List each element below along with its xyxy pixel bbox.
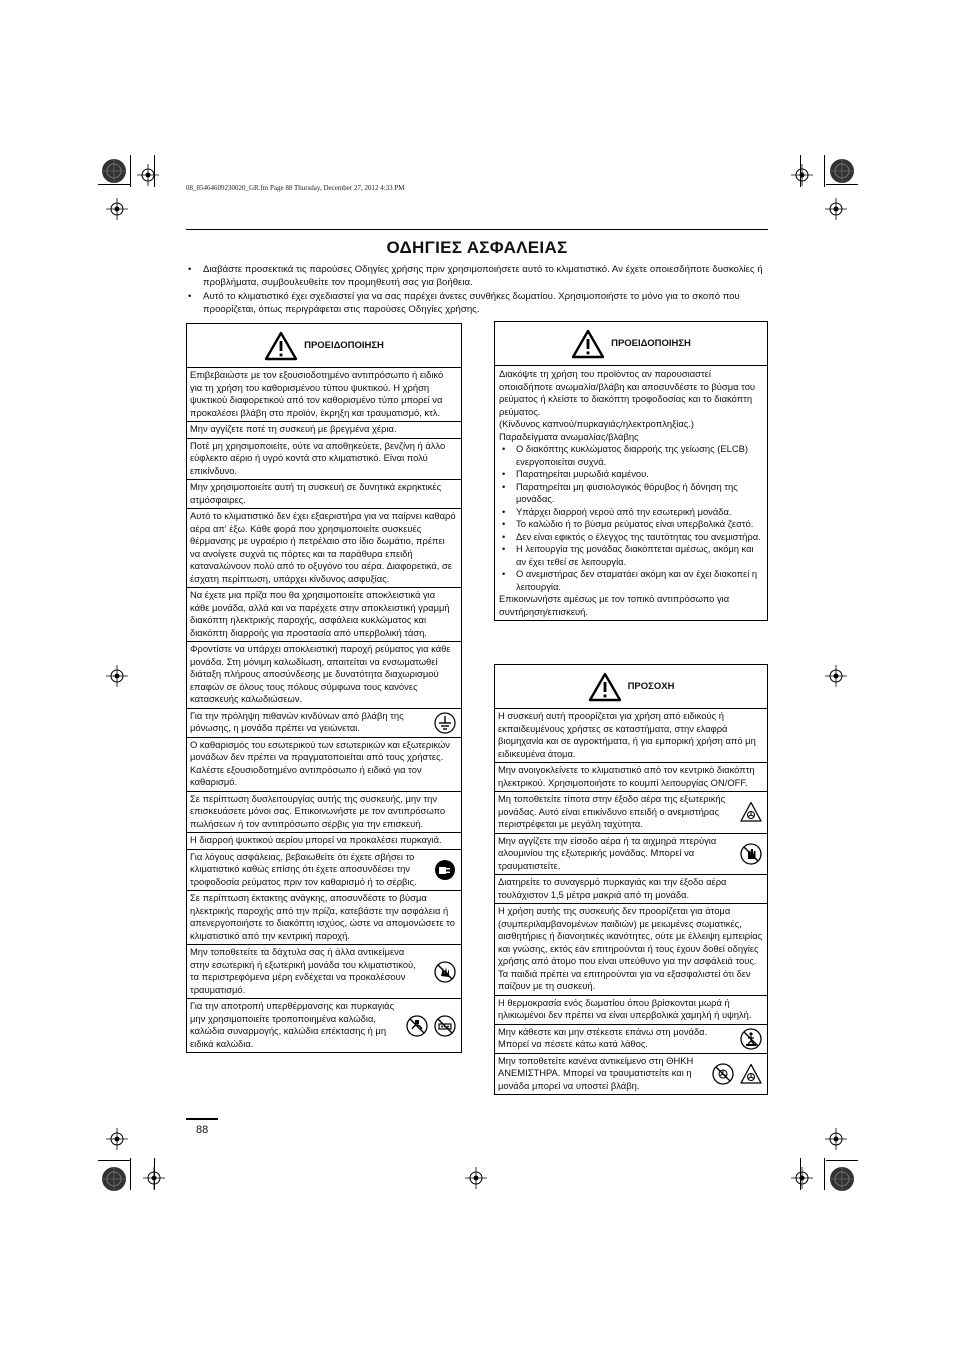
color-target-mark	[829, 158, 855, 184]
safety-row	[187, 792, 461, 834]
safety-row	[495, 792, 767, 834]
safety-row-text: Ποτέ μη χρησιμοποιείτε, ούτε να αποθηκεύετε, βενζίνη ή άλλο εύφλεκτο αέριο ή υγρό κοντά στο κλιματιστικό. Είναι πολύ επικίνδυνο.	[190, 439, 446, 476]
safety-row	[187, 368, 461, 422]
safety-row	[187, 588, 461, 642]
right-warning-header	[495, 322, 767, 366]
safety-row	[187, 422, 461, 439]
color-target-mark	[101, 158, 127, 184]
page-title: ΟΔΗΓΙΕΣ ΑΣΦΑΛΕΙΑΣ	[386, 238, 568, 257]
left-warning-box	[186, 323, 462, 1053]
right-warning-examples-title: Παραδείγματα ανωμαλίας/βλάβης	[499, 430, 639, 442]
right-warning-note: (Κίνδυνος καπνού/πυρκαγιάς/ηλεκτροπληξίας.)	[499, 418, 695, 429]
icon-pair	[406, 1015, 456, 1037]
warning-triangle-icon	[264, 331, 298, 361]
no-climb-icon	[740, 1028, 762, 1050]
intro-list	[186, 263, 766, 317]
safety-row	[495, 996, 767, 1025]
right-warning-examples-list	[499, 443, 763, 593]
fan-hazard-icon	[740, 1063, 762, 1085]
crop-mark	[98, 1160, 130, 1161]
safety-row-text: Διατηρείτε το συναγερμό πυρκαγιάς και την έξοδο αέρα τουλάχιστον 1,5 μέτρα μακριά από τη μονάδα.	[498, 876, 727, 900]
safety-row-text: Αυτό το κλιματιστικό δεν έχει εξαεριστήρα για να παίρνει καθαρό αέρα απ' έξω. Κάθε φορά που χρησιμοποιείτε συσκευές θέρμανσης με υγραέριο ή πετρέλαιο στο ίδιο δωμάτιο, πρέπει να ανοίγετε συχνά τις πόρτες και τα παράθυρα επειδή καταναλώνουν πολύ από το οξυγόνο του αέρα. Διαφορετικά, σε έσχατη περίπτωση, υπάρχει κίνδυνος ασφυξίας.	[190, 510, 456, 584]
icon-pair	[712, 1063, 762, 1085]
safety-row-text: Μην κάθεστε και μην στέκεστε επάνω στη μονάδα. Μπορεί να πέσετε κάτω κατά λάθος.	[498, 1025, 708, 1049]
file-info-line: 08_85464609230020_GR.fm Page 88 Thursday, December 27, 2012 4:33 PM	[186, 184, 405, 192]
crop-mark	[130, 155, 131, 187]
no-extension-cable-icon	[434, 1015, 456, 1037]
safety-row	[187, 709, 461, 738]
color-target-mark	[829, 1166, 855, 1192]
crop-mark	[824, 155, 825, 187]
right-caution-box	[494, 664, 768, 1095]
safety-row-text: Για λόγους ασφάλειας, βεβαιωθείτε ότι έχετε σβήσει το κλιματιστικό καθώς επίσης ότι έχετε αποσυνδέσει την τροφοδοσία ρεύματος πριν τον καθαρισμό ή το σέρβις.	[190, 850, 417, 887]
safety-row	[495, 904, 767, 996]
safety-row	[495, 1054, 767, 1095]
safety-row-text: Η συσκευή αυτή προορίζεται για χρήση από ειδικούς ή εκπαιδευμένους χρήστες σε καταστήματα, στην ελαφρά βιομηχανία και σε αγροκτήματα, ή για εμπορική χρήση από μη ειδικευμένα άτομα.	[498, 710, 756, 759]
safety-row	[187, 891, 461, 945]
safety-row	[187, 833, 461, 850]
crop-mark	[800, 155, 801, 187]
safety-row-text: Φροντίστε να υπάρχει αποκλειστική παροχή ρεύματος για κάθε μονάδα. Στη μόνιμη καλωδίωση, απαιτείται να ενσωματωθεί διάταξη πλήρους αποσύνδεσης με δυνατότητα διαχωρισμού επαφών σε όλους τους πόλους σύμφωνα τους κανόνες κατασκευής καλωδιώσεων.	[190, 643, 451, 704]
safety-row-text: Ο καθαρισμός του εσωτερικού των εσωτερικών και εξωτερικών μονάδων δεν πρέπει να πραγματοποιείται από τους χρήστες. Καλέστε εξουσιοδοτημένο αντιπρόσωπο ή ειδικό για τον καθαρισμό.	[190, 738, 450, 787]
registration-mark	[137, 164, 159, 186]
warning-triangle-icon	[571, 329, 605, 359]
list-item: • Ο ανεμιστήρας δεν σταματάει ακόμη και αν έχει διακοπεί η λειτουργία.	[499, 568, 763, 593]
registration-mark	[465, 1167, 487, 1189]
ground-icon	[434, 712, 456, 734]
crop-mark	[826, 1160, 858, 1161]
crop-mark	[800, 1158, 801, 1190]
safety-row-text: Μην τοποθετείτε κανένα αντικείμενο στη ΘΗΚΗ ΑΝΕΜΙΣΤΗΡΑ. Μπορεί να τραυματιστείτε και η μονάδα μπορεί να υποστεί βλάβη.	[498, 1054, 694, 1091]
page-number: 88	[196, 1124, 209, 1136]
safety-row-text: Μην αγγίζετε ποτέ τη συσκευή με βρεγμένα χέρια.	[190, 423, 397, 434]
safety-row	[495, 1025, 767, 1054]
right-caution-label: ΠΡΟΣΟΧΗ	[627, 681, 675, 692]
safety-row-text: Μην αγγίζετε την είσοδο αέρα ή τα αιχμηρά πτερύγια αλουμινίου της εξωτερικής μονάδας. Μπορεί να τραυματιστείτε.	[498, 834, 717, 871]
list-item: • Παρατηρείται μη φυσιολογικός θόρυβος ή δόνηση της μονάδας.	[499, 481, 763, 506]
crop-mark	[154, 1158, 155, 1190]
no-modified-cable-icon	[406, 1015, 428, 1037]
left-warning-header	[187, 324, 461, 368]
safety-row	[187, 642, 461, 709]
right-warning-box	[494, 321, 768, 621]
safety-row-text: Μη τοποθετείτε τίποτα στην έξοδο αέρα της εξωτερικής μονάδας. Αυτό είναι επικίνδυνο επειδή ο ανεμιστήρας περιστρέφεται με μεγάλη ταχύτητα.	[498, 793, 726, 829]
safety-row-text: Η διαρροή ψυκτικού αερίου μπορεί να προκαλέσει πυρκαγιά.	[190, 834, 442, 845]
left-warning-label: ΠΡΟΕΙΔΟΠΟΙΗΣΗ	[304, 340, 384, 351]
no-touch-icon	[740, 843, 762, 865]
list-item: • Παρατηρείται μυρωδιά καμένου.	[499, 468, 763, 481]
intro-item: • Διαβάστε προσεκτικά τις παρούσες Οδηγίες χρήσης πριν χρησιμοποιήσετε αυτό το κλιματιστικό. Αν έχετε οποιεσδήποτε δυσκολίες ή προβλήματα, συμβουλευθείτε τον προμηθευτή σας για βοήθεια.	[186, 263, 766, 289]
crop-mark	[154, 155, 155, 187]
safety-row-text: Μην χρησιμοποιείτε αυτή τη συσκευή σε δυνητικά εκρηκτικές ατμόσφαιρες.	[190, 481, 442, 505]
no-object-icon	[712, 1063, 734, 1085]
list-item: • Ο διακόπτης κυκλώματος διαρροής της γείωσης (ELCB) ενεργοποιείται συχνά.	[499, 443, 763, 468]
list-item: • Δεν είναι εφικτός ο έλεγχος της ταυτότητας του ανεμιστήρα.	[499, 531, 763, 544]
safety-row-text: Επιβεβαιώστε με τον εξουσιοδοτημένο αντιπρόσωπο ή ειδικό για τη χρήση του καθορισμένου τύπου ψυκτικού. Η χρήση ψυκτικού διαφορετικού από τον καθορισμένο τύπο μπορεί να προκαλέσει βλάβη στο προϊόν, έκρηξη και τραυματισμό, κτλ.	[190, 369, 444, 418]
safety-row	[187, 480, 461, 509]
registration-mark	[106, 1128, 128, 1150]
crop-mark	[824, 1158, 825, 1190]
no-fingers-icon	[434, 961, 456, 983]
registration-mark	[825, 198, 847, 220]
right-warning-body	[495, 366, 767, 620]
safety-row-text: Να έχετε μια πρίζα που θα χρησιμοποιείτε αποκλειστικά για κάθε μονάδα, αλλά και να παρέχετε στην αποκλειστική γραμμή διακόπτη ηλεκτρικής παροχής, ασφάλεια κυκλώματος και διακόπτη διαρροής για προστασία από υπερβολική τάση.	[190, 589, 450, 638]
safety-row	[187, 999, 461, 1052]
intro-item: • Αυτό το κλιματιστικό έχει σχεδιαστεί για να σας παρέχει άνετες συνθήκες δωματίου. Χρησιμοποιήστε το μόνο για το σκοπό που προορίζεται, όπως περιγράφεται στις παρούσες Οδηγίες χρήσης.	[186, 290, 766, 316]
top-rule	[186, 229, 768, 230]
registration-mark	[106, 665, 128, 687]
registration-mark	[791, 164, 813, 186]
registration-mark	[825, 665, 847, 687]
list-item: • Η λειτουργία της μονάδας διακόπτεται αμέσως, ακόμη και αν έχει τεθεί σε λειτουργία.	[499, 543, 763, 568]
safety-row	[187, 945, 461, 999]
registration-mark	[106, 198, 128, 220]
safety-row-text: Σε περίπτωση έκτακτης ανάγκης, αποσυνδέστε το βύσμα ηλεκτρικής παροχής από την πρίζα, κατεβάστε την ασφάλεια ή απενεργοποιήστε το διακόπτη ισχύος, ώστε να απομονώσετε το κλιματιστικό από την κεντρική παροχή.	[190, 892, 455, 941]
list-item: • Το καλώδιο ή το βύσμα ρεύματος είναι υπερβολικά ζεστό.	[499, 518, 763, 531]
safety-row-text: Η θερμοκρασία ενός δωματίου όπου βρίσκονται μωρά ή ηλικιωμένοι δεν πρέπει να είναι υπερβολικά χαμηλή ή υψηλή.	[498, 996, 752, 1020]
color-target-mark	[101, 1166, 127, 1192]
crop-mark	[98, 184, 130, 185]
safety-row	[495, 834, 767, 876]
right-warning-intro: Διακόψτε τη χρήση του προϊόντος αν παρουσιαστεί οποιαδήποτε ανωμαλία/βλάβη και αποσυνδέστε το βύσμα του ρεύματος ή κλείστε το διακόπτη τροφοδοσίας και το διακόπτη ρεύματος.	[499, 368, 756, 417]
safety-row	[495, 763, 767, 792]
safety-row-text: Μην ανοιγοκλείνετε το κλιματιστικό από τον κεντρικό διακόπτη ηλεκτρικού. Χρησιμοποιήστε το κουμπί λειτουργίας ON/OFF.	[498, 764, 755, 788]
safety-row-text: Για την αποτροπή υπερθέρμανσης και πυρκαγιάς μην χρησιμοποιείτε τροποποιημένα καλώδια, καλώδια συναρμογής, καλώδια επέκτασης ή μη ειδικά καλώδια.	[190, 1000, 395, 1049]
safety-row	[187, 439, 461, 481]
safety-row	[187, 850, 461, 892]
right-warning-footer: Επικοινωνήστε αμέσως με τον τοπικό αντιπρόσωπο για συντήρηση/επισκευή.	[499, 593, 730, 617]
safety-row	[495, 709, 767, 763]
right-caution-header	[495, 665, 767, 709]
page-number-bar	[186, 1118, 218, 1120]
safety-row-text: Για την πρόληψη πιθανών κινδύνων από βλάβη της μόνωσης, η μονάδα πρέπει να γειώνεται.	[190, 709, 404, 733]
right-warning-label: ΠΡΟΕΙΔΟΠΟΙΗΣΗ	[611, 338, 691, 349]
crop-mark	[826, 184, 858, 185]
fan-hazard-icon	[740, 801, 762, 823]
registration-mark	[791, 1167, 813, 1189]
safety-row-text: Η χρήση αυτής της συσκευής δεν προορίζεται για άτομα (συμπεριλαμβανομένων παιδιών) με μειωμένες σωματικές, αισθητήριες ή διανοητικές ικανότητες, ούτε με έλλειψη εμπειρίας και γνώσης, εκτός εάν επιτηρούνται ή τους έχουν δοθεί οδηγίες χρήσης από άτομο που είναι υπεύθυνο για την ασφάλειά τους. Τα παιδιά πρέπει να επιτηρούνται για να εξασφαλιστεί ότι δεν παίζουν με τη συσκευή.	[498, 905, 763, 991]
safety-row-text: Μην τοποθετείτε τα δάχτυλα σας ή άλλα αντικείμενα στην εσωτερική ή εξωτερική μονάδα του κλιματιστικού, τα περιστρεφόμενα μέρη ενδέχεται να προκαλέσουν τραυματισμό.	[190, 946, 416, 995]
unplug-icon	[434, 859, 456, 881]
warning-triangle-icon	[588, 672, 622, 702]
crop-mark	[130, 1158, 131, 1190]
safety-row	[187, 738, 461, 792]
safety-row	[495, 875, 767, 904]
safety-row-text: Σε περίπτωση δυσλειτουργίας αυτής της συσκευής, μην την επισκευάσετε μόνοι σας. Επικοινωνήστε με τον αντιπρόσωπο πωλήσεων ή τον αντιπρόσωπο σέρβις για την επισκευή.	[190, 792, 446, 829]
safety-row	[187, 509, 461, 588]
registration-mark	[825, 1128, 847, 1150]
list-item: • Υπάρχει διαρροή νερού από την εσωτερική μονάδα.	[499, 506, 763, 519]
